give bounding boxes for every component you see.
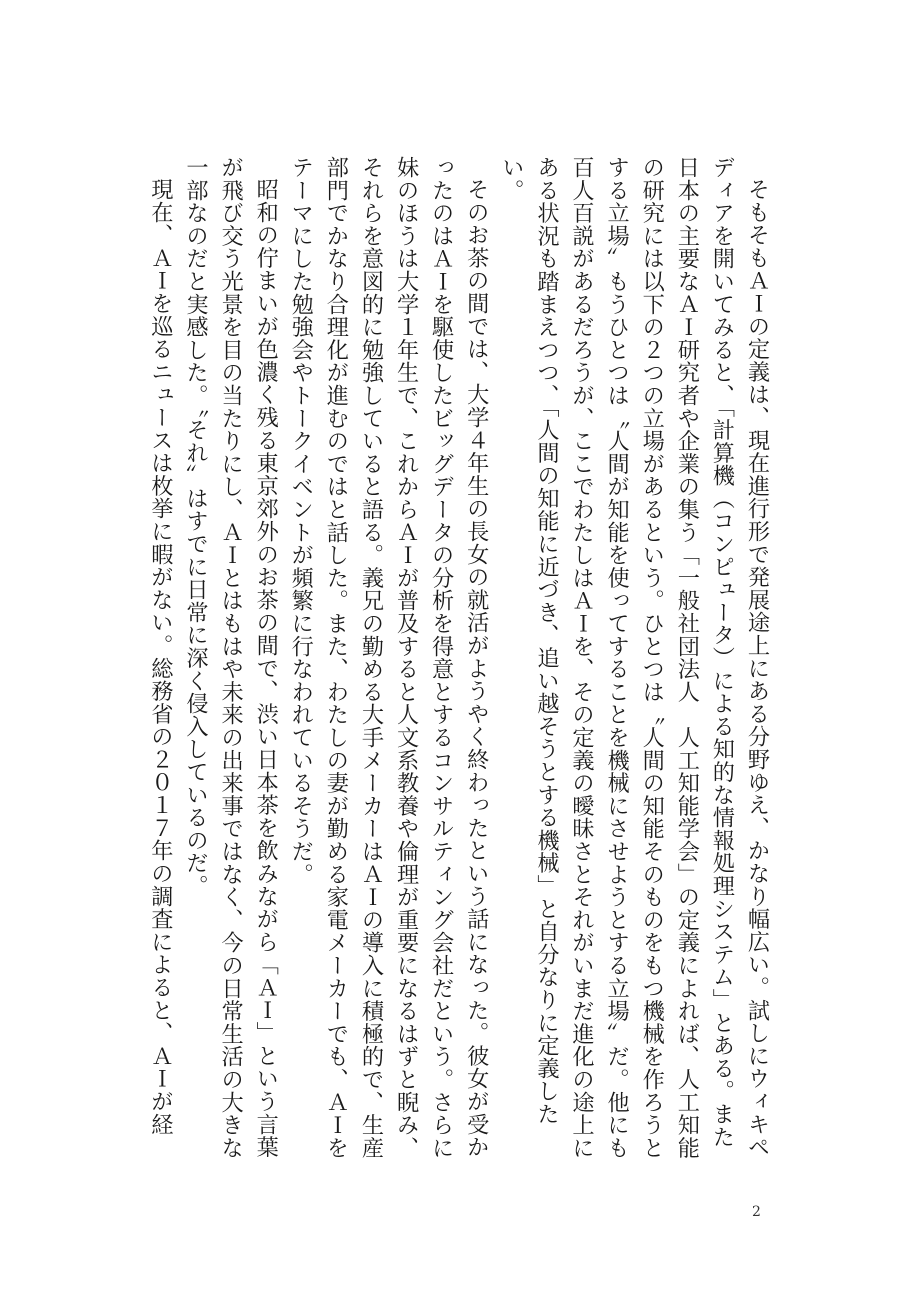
page-number: 2	[752, 1204, 761, 1220]
body-text	[142, 156, 774, 1161]
paragraph-showa-tea-room: 昭和の佇まいが色濃く残る東京郊外のお茶の間で、渋い日本茶を飲みながら「ＡＩ」という言葉が飛び交う光景を目の当たりにし、ＡＩとはもはや未来の出来事ではなく、今の日常生活の大きな一部なのだと実感した。〝それ〟はすでに日常に深く侵入しているのだ。	[182, 156, 279, 1160]
paragraph-ai-news: 現在、ＡＩを巡るニュースは枚挙に暇がない。総務省の２０１７年の調査によると、ＡＩが経	[147, 178, 174, 1136]
paragraph-family-jobs: そのお茶の間では、大学４年生の長女の就活がようやく終わったという話になった。彼女が受かったのはＡＩを駆使したビッグデータの分析を得意とするコンサルティング会社だという。さらに妹のほうは大学１年生で、これからＡＩが普及すると人文系教養や倫理が重要になるはずと睨み、それらを意図的に勉強していると語る。義兄の勤める大手メーカーはＡＩの導入に積極的で、生産部門でかなり合理化が進むのではと話した。また、わたしの妻が勤める家電メーカーでも、ＡＩをテーマにした勉強会やトークイベントが頻繁に行なわれているそうだ。	[287, 156, 490, 1160]
paragraph-ai-definition: そもそもＡＩの定義は、現在進行形で発展途上にある分野ゆえ、かなり幅広い。試しにウィキペディアを開いてみると、「計算機（コンピュータ）による知的な情報処理システム」とある。また日本の主要なＡＩ研究者や企業の集う「一般社団法人 人工知能学会」の定義によれば、人工知能の研究には以下の２つの立場があるという。ひとつは〝人間の知能そのものをもつ機械を作ろうとする立場〟もうひとつは〝人間が知能を使ってすることを機械にさせようとする立場〟だ。他にも百人百説があるだろうが、ここでわたしはＡＩを、その定義の曖昧さとそれがいまだ進化の途上にある状況も踏まえつつ、「人間の知能に近づき、追い越そうとする機械」と自分なりに定義したい。	[498, 156, 770, 1160]
